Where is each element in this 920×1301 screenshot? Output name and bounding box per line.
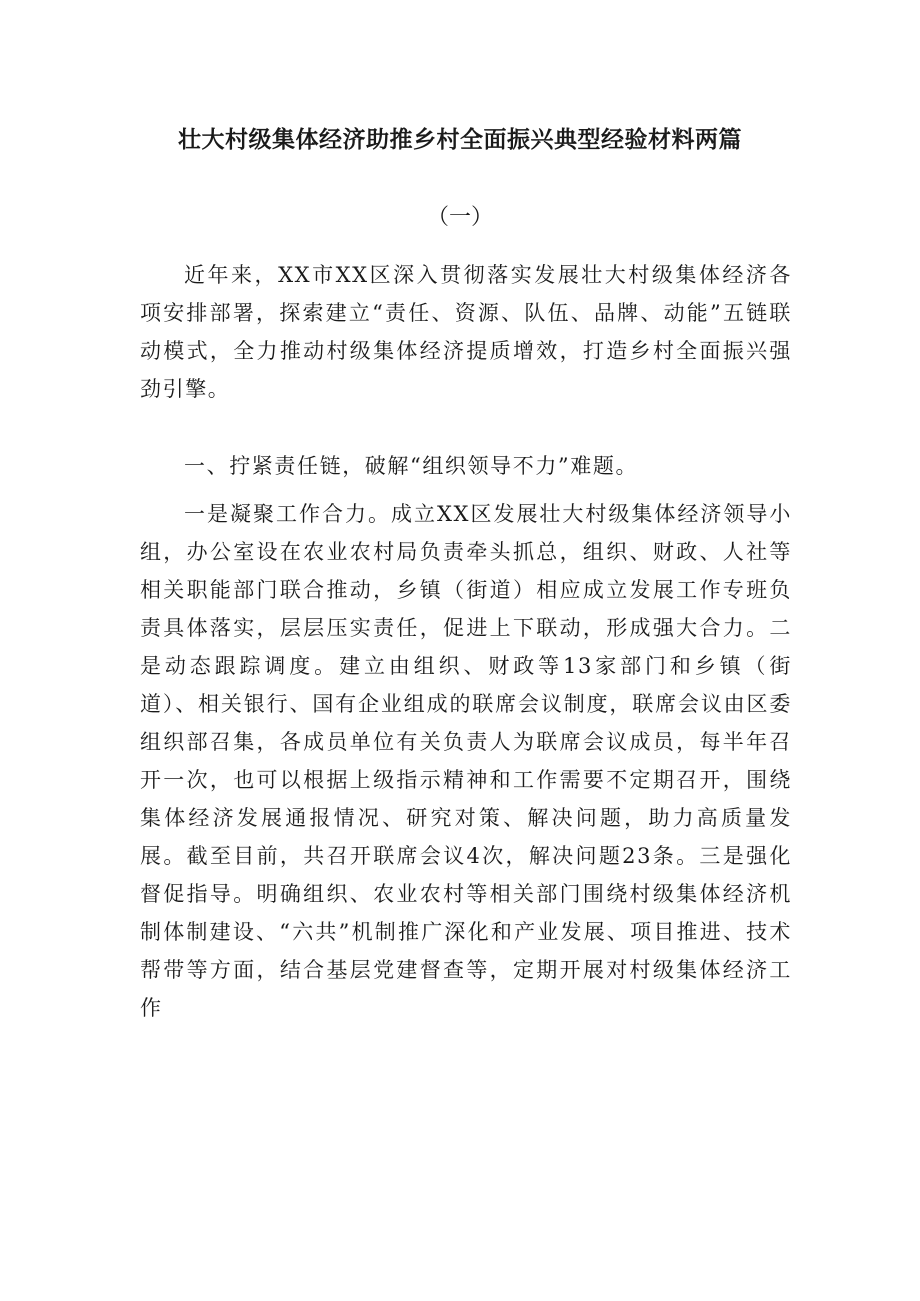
document-title: 壮大村级集体经济助推乡村全面振兴典型经验材料两篇 [178, 127, 742, 153]
intro-paragraph: 近年来，XX市XX区深入贯彻落实发展壮大村级集体经济各项安排部署，探索建立“责任、资源、队伍、品牌、动能”五链联动模式，全力推动村级集体经济提质增效，打造乡村全面振兴强劲引擎。 [140, 263, 792, 401]
detail-paragraph: 一是凝聚工作合力。成立XX区发展壮大村级集体经济领导小组，办公室设在农业农村局负责牵头抓总，组织、财政、人社等相关职能部门联合推动，乡镇（街道）相应成立发展工作专班负责具体落实，层层压实责任，促进上下联动，形成强大合力。二是动态跟踪调度。建立由组织、财政等13家部门和乡镇（街道）、相关银行、国有企业组成的联席会议制度，联席会议由区委组织部召集，各成员单位有关负责人为联席会议成员，每半年召开一次，也可以根据上级指示精神和工作需要不定期召开，围绕集体经济发展通报情况、研究对策、解决问题，助力高质量发展。截至目前，共召开联席会议4次，解决问题23条。三是强化督促指导。明确组织、农业农村等相关部门围绕村级集体经济机制体制建设、“六共”机制推广深化和产业发展、项目推进、技术帮带等方面，结合基层党建督查等，定期开展对村级集体经济工作 [140, 502, 792, 1020]
section-heading-paragraph: 一、拧紧责任链，破解“组织领导不力”难题。 [184, 454, 639, 478]
section-number: （一） [426, 205, 493, 230]
